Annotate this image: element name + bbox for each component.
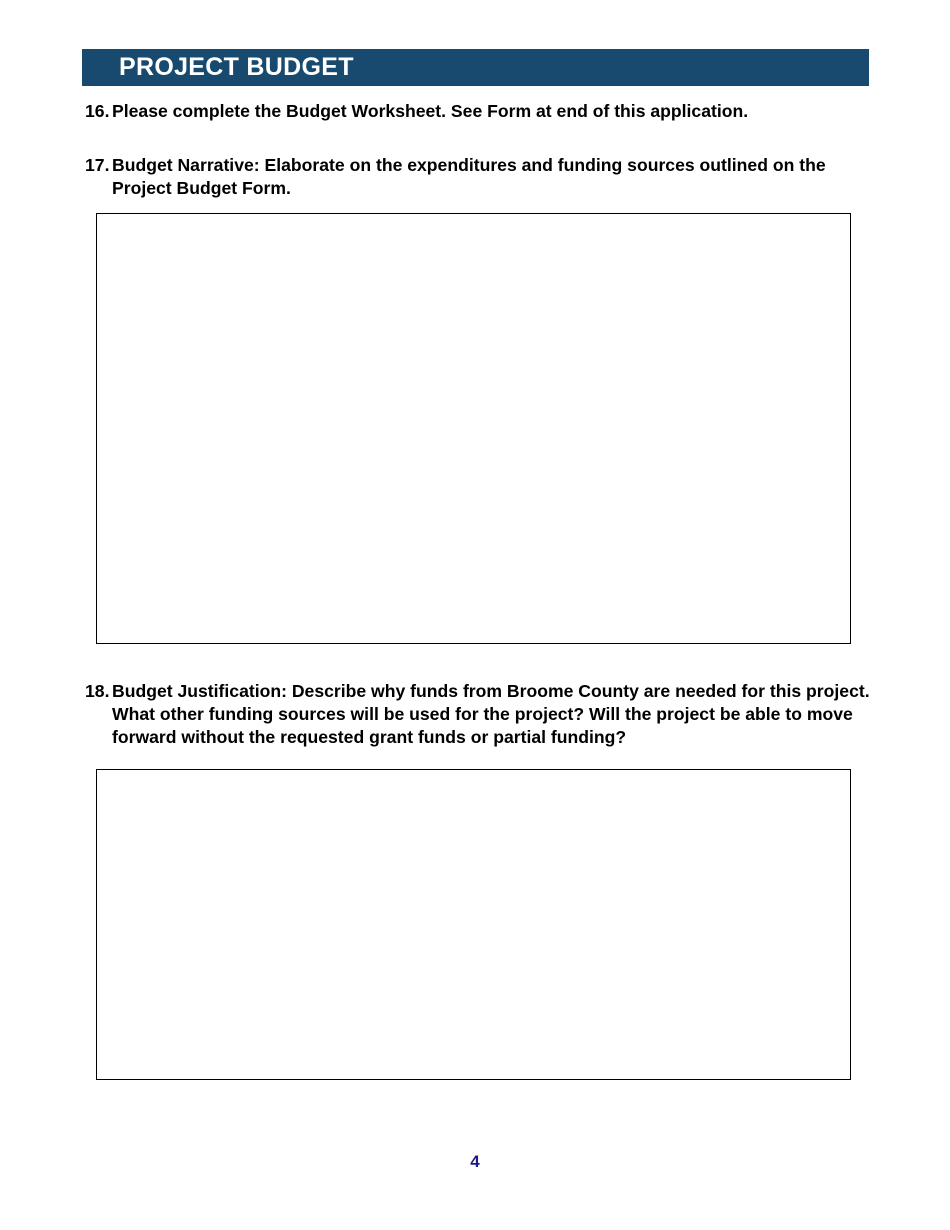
question-text: Please complete the Budget Worksheet. See Form at end of this application. [112, 101, 749, 121]
section-header-bar [82, 49, 869, 86]
question-16 [85, 100, 875, 123]
question-17 [85, 154, 875, 200]
question-18 [85, 680, 875, 749]
question-text: Budget Narrative: Elaborate on the expenditures and funding sources outlined on the Project Budget Form. [112, 155, 826, 198]
question-text: Budget Justification: Describe why funds from Broome County are needed for this project. What other funding sources will be used for the project? Will the project be able to move forward without the requested grant funds or partial funding? [112, 681, 870, 747]
question-number: 17. [85, 155, 110, 175]
question-number: 18. [85, 681, 110, 701]
budget-narrative-field[interactable] [96, 213, 851, 644]
question-number: 16. [85, 101, 110, 121]
page-number: 4 [470, 1152, 480, 1171]
budget-justification-field[interactable] [96, 769, 851, 1080]
section-title: PROJECT BUDGET [119, 53, 354, 81]
